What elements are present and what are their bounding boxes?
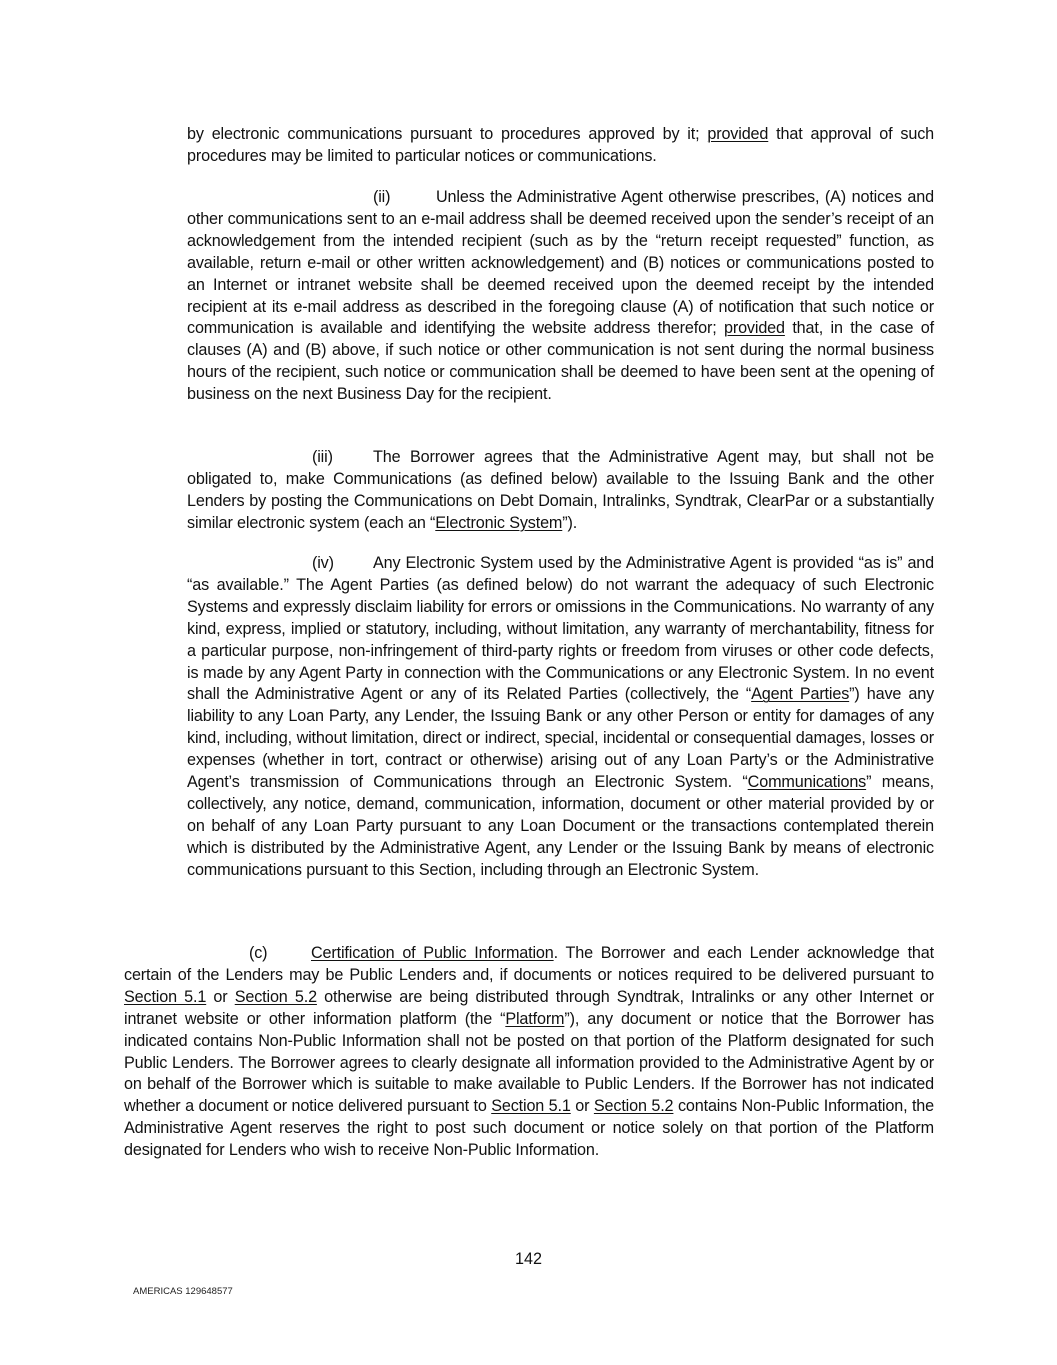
- text-run: otherwise are being distributed through Syndtrak, Intralinks or any other Internet or intranet website or other information platform (the “: [124, 987, 934, 1028]
- defined-term-electronic-system: Electronic System: [435, 513, 563, 532]
- clause-label-ii: (ii): [373, 188, 391, 206]
- text-run: Unless the Administrative Agent otherwise prescribes, (A) notices and other communications sent to an e-mail address shall be deemed received upon the sender’s receipt of an acknowledgement from the intended recipient (such as by the “return receipt requested” function, as available, return e-mail or other written acknowledgement) and (B) notices or communications posted to an Internet or intranet website shall be deemed received upon the deemed receipt by the intended recipient at its e-mail address as described in the foregoing clause (A) of notification that such notice or communication is available and identifying the website address therefor;: [187, 188, 934, 338]
- text-run: The Borrower agrees that the Administrative Agent may, but shall not be obligated to, make Communications (as defined below) available to the Issuing Bank and the other Lenders by posting the Communications on Debt Domain, Intralinks, Syndtrak, ClearPar or a substantially similar electronic system (each an “: [187, 448, 934, 532]
- text-run: ”), any document or notice that the Borrower has indicated contains Non-Public Information shall not be posted on that portion of the Platform designated for such Public Lenders. The Borrower agrees to clearly designate all information provided to the Administrative Agent by or on behalf of the Borrower which is suitable to make available to Public Lenders. If the Borrower has not indicated whether a document or notice delivered pursuant to: [124, 1009, 934, 1116]
- section-reference-5-2: Section 5.2: [593, 1097, 674, 1116]
- clause-label-iii: (iii): [312, 448, 333, 466]
- text-run: Any Electronic System used by the Administrative Agent is provided “as is” and “as available.” The Agent Parties (as defined below) do not warrant the adequacy of such Electronic Systems and expressly disclaim liability for errors or omissions in the Communications. No warranty of any kind, express, implied or statutory, including, without limitation, any warranty of merchantability, fitness for a particular purpose, non-infringement of third-party rights or freedom from viruses or other code defects, is made by any Agent Party in connection with the Communications or any Electronic System. In no event shall the Administrative Agent or any of its Related Parties (collectively, the “: [187, 554, 934, 704]
- text-run: ” means, collectively, any notice, demand, communication, information, document or other material provided by or on behalf of any Loan Party pursuant to any Loan Document or the transactions contemplated therein which is distributed by the Administrative Agent, any Lender or the Issuing Bank by means of electronic communications pursuant to this Section, including through an Electronic System.: [187, 773, 934, 879]
- document-id-footer: AMERICAS 129648577: [133, 1286, 233, 1297]
- text-run: by electronic communications pursuant to procedures approved by it;: [187, 125, 708, 143]
- section-reference-5-2: Section 5.2: [234, 987, 317, 1006]
- clause-label-iv: (iv): [312, 554, 334, 572]
- paragraph-continuation: [187, 124, 934, 168]
- defined-term-agent-parties: Agent Parties: [751, 685, 850, 704]
- text-run: contains Non-Public Information, the Administrative Agent reserves the right to post such document or notice solely on that portion of the Platform designated for Lenders who wish to receive Non-Public Information.: [124, 1097, 935, 1160]
- text-run: that approval of such procedures may be limited to particular notices or communications.: [187, 125, 934, 165]
- text-run: or: [570, 1097, 594, 1116]
- paragraph-c: [124, 943, 934, 1162]
- clause-label-c: (c): [249, 944, 268, 962]
- defined-term-platform: Platform: [505, 1009, 565, 1028]
- text-run: . The Borrower and each Lender acknowledge that certain of the Lenders may be Public Lenders and, if documents or notices required to be delivered pursuant to: [124, 944, 934, 984]
- section-heading-certification: Certification of Public Information: [311, 944, 554, 962]
- text-run: or: [206, 987, 235, 1006]
- paragraph-ii: [187, 187, 934, 406]
- section-reference-5-1: Section 5.1: [124, 987, 207, 1006]
- defined-term-provided: provided: [723, 319, 785, 338]
- paragraph-iv: [187, 553, 934, 882]
- paragraph-iii: [187, 447, 934, 535]
- page-number: 142: [514, 1250, 542, 1268]
- text-run: that, in the case of clauses (A) and (B) above, if such notice or other communication is not sent during the normal business hours of the recipient, such notice or communication shall be deemed to have been sent at the opening of business on the next Business Day for the recipient.: [187, 319, 934, 404]
- text-run: ”).: [562, 513, 578, 532]
- defined-term-communications: Communications: [747, 773, 867, 792]
- section-reference-5-1: Section 5.1: [491, 1097, 571, 1116]
- text-run: ”) have any liability to any Loan Party, any Lender, the Issuing Bank or any other Person or entity for damages of any kind, including, without limitation, direct or indirect, special, incidental or consequential damages, losses or expenses (whether in tort, contract or otherwise) arising out of any Loan Party’s or the Administrative Agent’s transmission of Communications through an Electronic System. “: [187, 685, 935, 792]
- defined-term-provided: provided: [707, 125, 769, 143]
